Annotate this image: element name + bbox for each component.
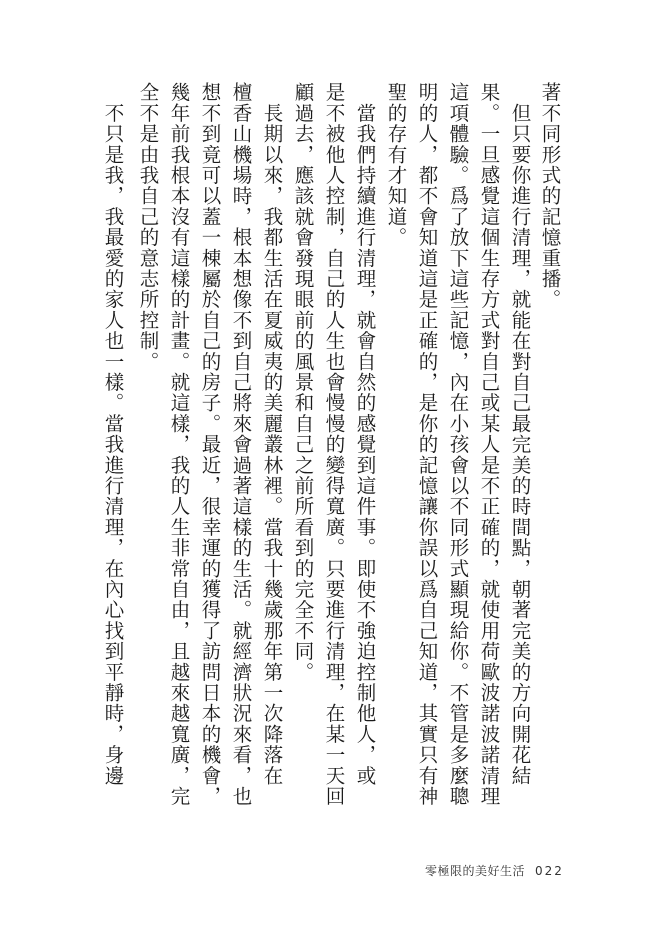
text-column: 當我們持續進行清理，就會自然的感覺到這件事。即使不強迫控制他人，或	[353, 82, 377, 786]
text-column: 明的人，都不會知道這是正確的，是你的記憶讓你誤以爲自己知道，其實只有神	[415, 82, 439, 807]
text-column: 顧過去，應該就會發現眼前的風景和自己之前所看到的完全不同。	[291, 82, 315, 683]
running-title: 零極限的美好生活	[425, 864, 526, 878]
page-number: 022	[535, 864, 564, 878]
page-footer	[425, 862, 564, 879]
text-column: 果。一旦感覺這個生存方式對自己或某人是不正確的，就使用荷歐波諾波諾清理	[477, 82, 501, 807]
text-column: 全不是由我自己的意志所控制。	[136, 82, 160, 372]
text-column: 幾年前我根本沒有這樣的計畫。就這樣，我的人生非常自由，且越來越寬廣，完	[167, 82, 191, 807]
text-column: 是不被他人控制，自己的人生也會慢慢的變得寬廣。只要進行清理，在某一天回	[322, 82, 346, 807]
text-column: 想不到竟可以蓋一棟屬於自己的房子。最近，很幸運的獲得了訪問日本的機會，	[198, 82, 222, 807]
text-column: 這項體驗。爲了放下這些記憶，內在小孩會以不同形式顯現給你。不管是多麼聰	[446, 82, 470, 807]
text-column: 但只要你進行清理，就能在對自己最完美的時間點，朝著完美的方向開花結	[508, 82, 532, 786]
text-column: 不只是我，我最愛的家人也一樣。當我進行清理，在內心找到平靜時，身邊	[101, 82, 125, 786]
text-column: 檀香山機場時，根本想像不到自己將來會過著這樣的生活。就經濟狀況來看，也	[229, 82, 253, 807]
text-column: 著不同形式的記憶重播。	[538, 82, 562, 310]
text-column: 聖的存有才知道。	[384, 82, 408, 248]
text-column: 長期以來，我都生活在夏威夷的美麗叢林裡。當我十幾歲那年第一次降落在	[260, 82, 284, 786]
